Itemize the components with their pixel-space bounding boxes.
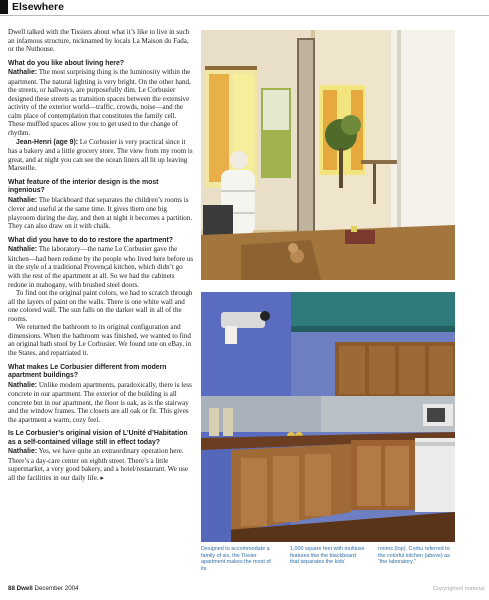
answer-text: The most surprising thing is the luminosity within the apartment. The natural lighting is very bright. On the other hand, the streets, or hallways, are purposefully dim. Le Corbusier designed these streets as transition spaces between the extensive activity of the exterior world—traffic, crowds, noise—and the calm place of contemplation that constitutes the family cell. These muffled spaces allow you to get used to the change of rhythm. [8, 68, 191, 137]
header-rule [0, 15, 489, 16]
speaker-name: Nathalie: [8, 196, 38, 204]
page-number: 88 Dwell [8, 585, 33, 592]
answer-paragraph [8, 381, 194, 425]
speaker-name: Jean-Henri (age 9): [16, 138, 79, 146]
question-heading: What makes Le Corbusier different from modern apartment buildings? [8, 363, 167, 379]
section-marker [0, 0, 8, 14]
caption-part-2: 1,000 square feet with multiuse features like the blackboard that separates the kids’ [290, 546, 365, 566]
page-footer [8, 585, 79, 592]
section-title: Elsewhere [12, 1, 64, 13]
question-heading: What feature of the interior design is the most ingenious? [8, 178, 159, 195]
kitchen-illustration [201, 292, 455, 542]
speaker-name: Nathalie: [8, 381, 38, 389]
living-room-illustration [201, 30, 455, 280]
copyright-watermark: Copyrighted material [433, 586, 485, 592]
living-room-photo [201, 30, 455, 280]
answer-paragraph [8, 138, 194, 173]
answer-paragraph [8, 447, 194, 482]
article-column [8, 28, 194, 482]
answer-text: Le Corbusier is very practical since it has a bakery and a little grocery store. The view from my room is great, and at night you can see the ocean liners all lit up leaving Marseille. [8, 137, 193, 173]
answer-text: We returned the bathroom to its original configuration and dimensions. When the bathroom was finished, we wanted to find an original bath stool by Le Corbusier. We found one on eBay, in the States, and repatriated it. [8, 323, 192, 357]
question-heading: Is Le Corbusier’s original vision of L’Unité d’Habitation as a self-contained village still in effect today? [8, 430, 188, 446]
speaker-name: Nathalie: [8, 448, 38, 456]
answer-text: To find out the original paint colors, we had to scratch through all the layers of paint on the walls. There is one white wall and one colored wall. The sun falls on the darker wall in all of the rooms. [8, 289, 193, 323]
answer-text: Unlike modern apartments, paradoxically, there is less concrete in our apartment. The exterior of the building is all concrete but in our apartment, the floor is oak, as is the stairway and the window frames. The closets are all oak or fir. This gives the apartment a warm, cozy feel. [8, 380, 192, 424]
speaker-name: Nathalie: [8, 69, 38, 77]
answer-paragraph [8, 245, 194, 289]
answer-text: The laboratory—the name Le Corbusier gave the kitchen—had been redone by the people who lived here before us in the style of a traditional Provençal kitchen, which didn’t go with the rest of the apartment at all. So we had the cabinets redone in mahogany, with brushed steel doors. [8, 245, 194, 289]
caption-part-3: rooms (top). Corbu referred to the colorful kitchen (above) as “the laboratory.” [378, 546, 450, 566]
question-heading: What did you have to do to restore the apartment? [8, 236, 174, 244]
answer-paragraph [8, 196, 194, 231]
answer-paragraph [8, 68, 194, 137]
caption-part-1: Designed to accommodate a family of six, the Tissier apartment makes the most of its [201, 546, 271, 572]
issue-date: December 2004 [34, 585, 79, 592]
question-heading: What do you like about living here? [8, 59, 125, 67]
section-header [0, 0, 489, 14]
article-intro: Dwell talked with the Tissiers about what it’s like to live in such an infamous structure, nicknamed by locals La Maison du Fada, or the Nuthouse. [8, 28, 190, 54]
answer-paragraph [8, 289, 194, 323]
answer-text: Yes, we have quite an extraordinary operation here. There’s a day-care center on eighth street. There’s a little supermarket, a very good bakery, and a hotel/restaurant. We use all the facilities in our daily life. ▸ [8, 447, 189, 482]
answer-paragraph [8, 323, 194, 357]
answer-text: The blackboard that separates the children’s rooms is clever and useful at the same time. It gives them one big playroom during the day, and then at night it becomes a partition. They can also draw on it with chalk. [8, 195, 193, 231]
kitchen-photo [201, 292, 455, 542]
speaker-name: Nathalie: [8, 246, 38, 254]
